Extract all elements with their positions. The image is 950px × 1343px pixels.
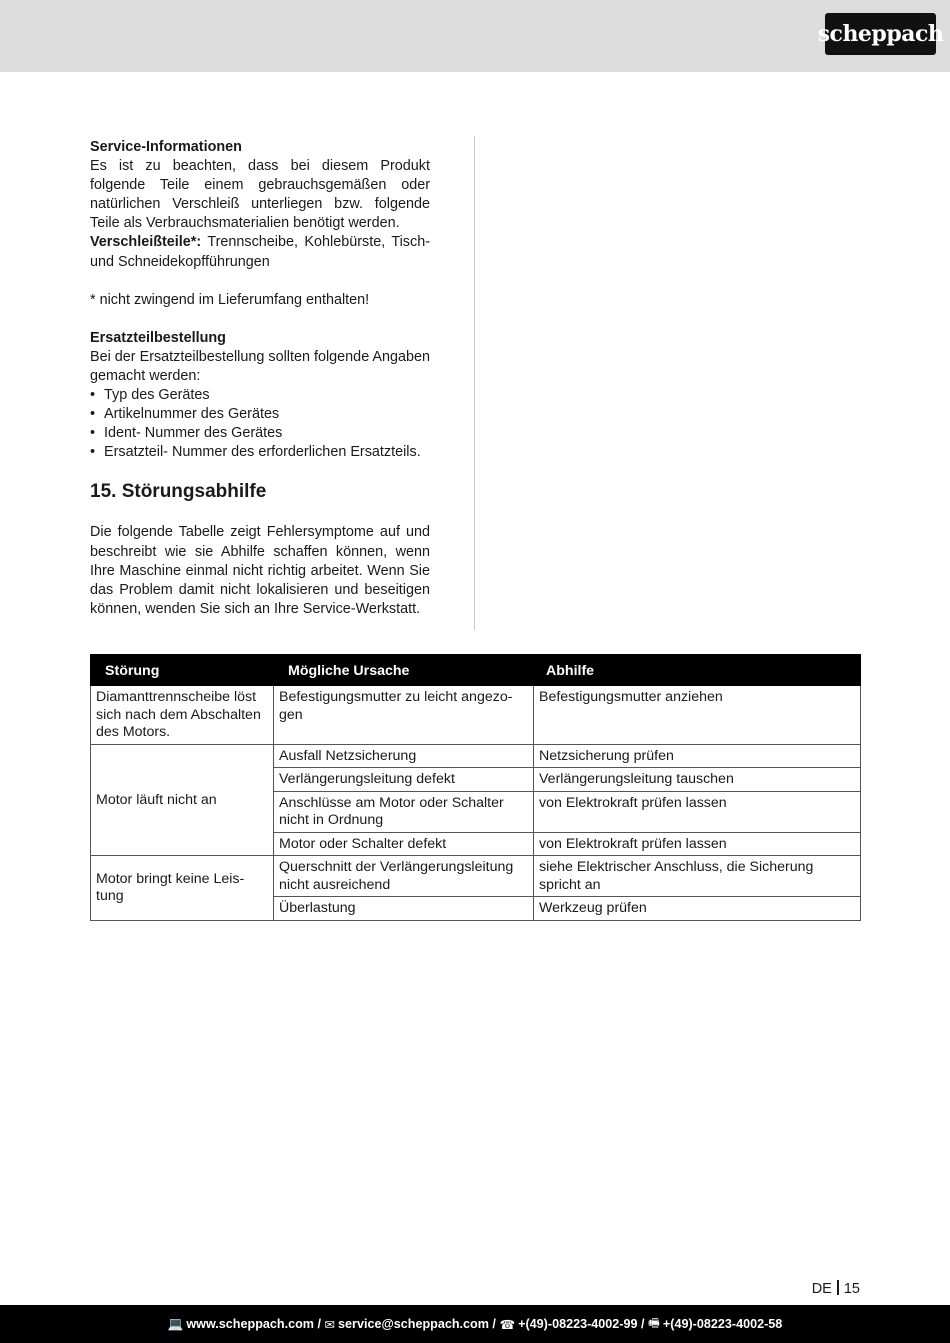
wear-parts-paragraph <box>90 233 430 271</box>
table-row <box>91 744 861 768</box>
parts-order-list <box>90 386 430 462</box>
page-language: DE <box>811 1281 832 1297</box>
fault-cell: Motor läuft nicht an <box>91 744 274 856</box>
header-band <box>0 0 950 72</box>
remedy-cell: Werkzeug prüfen <box>534 897 861 921</box>
wear-parts-label: Verschleißteile*: <box>90 234 202 251</box>
parts-order-body: Bei der Ersatzteilbestellung sollten folgende Angaben gemacht werden: <box>90 348 431 384</box>
column-header-remedy: Abhilfe <box>534 655 861 686</box>
list-item: • Ident- Nummer des Gerätes <box>90 424 430 443</box>
table-row <box>91 856 861 897</box>
fault-cell: Motor bringt keine Leis-tung <box>91 856 274 921</box>
remedy-cell: von Elektrokraft prüfen lassen <box>534 832 861 856</box>
phone-icon: ☎ <box>499 1317 516 1332</box>
troubleshooting-intro: Die folgende Tabelle zeigt Fehlersymptome auf und beschreibt wie sie Abhilfe schaffen können, wenn Ihre Maschine einmal nicht richtig arbeitet. Wenn Sie das Problem damit nicht lokalisieren und beseitigen können, wenden Sie sich an Ihre Service-Werkstatt. <box>90 524 430 617</box>
cause-cell: Verlängerungsleitung defekt <box>274 768 534 792</box>
service-info-title: Service-Informationen <box>90 139 242 155</box>
list-item: • Typ des Gerätes <box>90 386 430 405</box>
scheppach-logo: scheppach <box>825 13 936 55</box>
page-number <box>812 1280 860 1298</box>
footer-web[interactable]: www.scheppach.com <box>186 1317 314 1331</box>
footer-email[interactable]: service@scheppach.com <box>338 1317 489 1331</box>
service-info-body: Es ist zu beachten, dass bei diesem Produkt folgende Teile einem gebrauchsgemäßen oder natürlichen Verschleiß unterliegen bzw. folgende Teile als Verbrauchsmaterialien benötigt werden. <box>90 158 430 232</box>
table-header-row <box>91 655 861 686</box>
fax-icon: 🖷 <box>648 1315 660 1330</box>
footer-separator: / <box>488 1317 500 1331</box>
column-header-cause: Mögliche Ursache <box>274 655 534 686</box>
page-number-value: 15 <box>843 1281 860 1297</box>
column-header-fault: Störung <box>91 655 274 686</box>
fault-cell: Diamanttrennscheibe löst sich nach dem Abschalten des Motors. <box>91 686 274 745</box>
parts-order-title: Ersatzteilbestellung <box>90 329 226 346</box>
remedy-cell: siehe Elektrischer Anschluss, die Sicherung spricht an <box>534 856 861 897</box>
footer-fax: +(49)-08223-4002-58 <box>662 1317 783 1331</box>
remedy-cell: Verlängerungsleitung tauschen <box>534 768 861 792</box>
footnote: * nicht zwingend im Lieferumfang enthalten! <box>90 291 370 308</box>
section-heading: 15. Störungsabhilfe <box>90 481 267 503</box>
cause-cell: Anschlüsse am Motor oder Schalter nicht in Ordnung <box>274 791 534 832</box>
cause-cell: Querschnitt der Verlängerungsleitung nicht ausreichend <box>274 856 534 897</box>
cause-cell: Ausfall Netzsicherung <box>274 744 534 768</box>
column-divider <box>474 136 475 630</box>
remedy-cell: Befestigungsmutter anziehen <box>534 686 861 745</box>
wear-parts-text: Trennscheibe, Kohlebürste, Tisch- und Schneidekopfführungen <box>90 234 430 270</box>
computer-icon: 💻 <box>167 1316 184 1331</box>
cause-cell: Überlastung <box>274 897 534 921</box>
cause-cell: Motor oder Schalter defekt <box>274 832 534 856</box>
cause-cell: Befestigungsmutter zu leicht angezo-gen <box>274 686 534 745</box>
page-number-separator <box>837 1280 839 1295</box>
footer-bar <box>0 1305 950 1343</box>
table-row <box>91 686 861 745</box>
list-item: • Artikelnummer des Gerätes <box>90 405 430 424</box>
footer-separator: / <box>637 1317 649 1331</box>
left-column <box>90 138 430 619</box>
footer-phone: +(49)-08223-4002-99 <box>518 1317 638 1331</box>
email-icon: ✉ <box>324 1317 336 1332</box>
remedy-cell: von Elektrokraft prüfen lassen <box>534 791 861 832</box>
troubleshooting-table <box>90 654 861 921</box>
footer-separator: / <box>313 1317 325 1331</box>
list-item: • Ersatzteil- Nummer des erforderlichen Ersatzteils. <box>90 443 430 462</box>
remedy-cell: Netzsicherung prüfen <box>534 744 861 768</box>
